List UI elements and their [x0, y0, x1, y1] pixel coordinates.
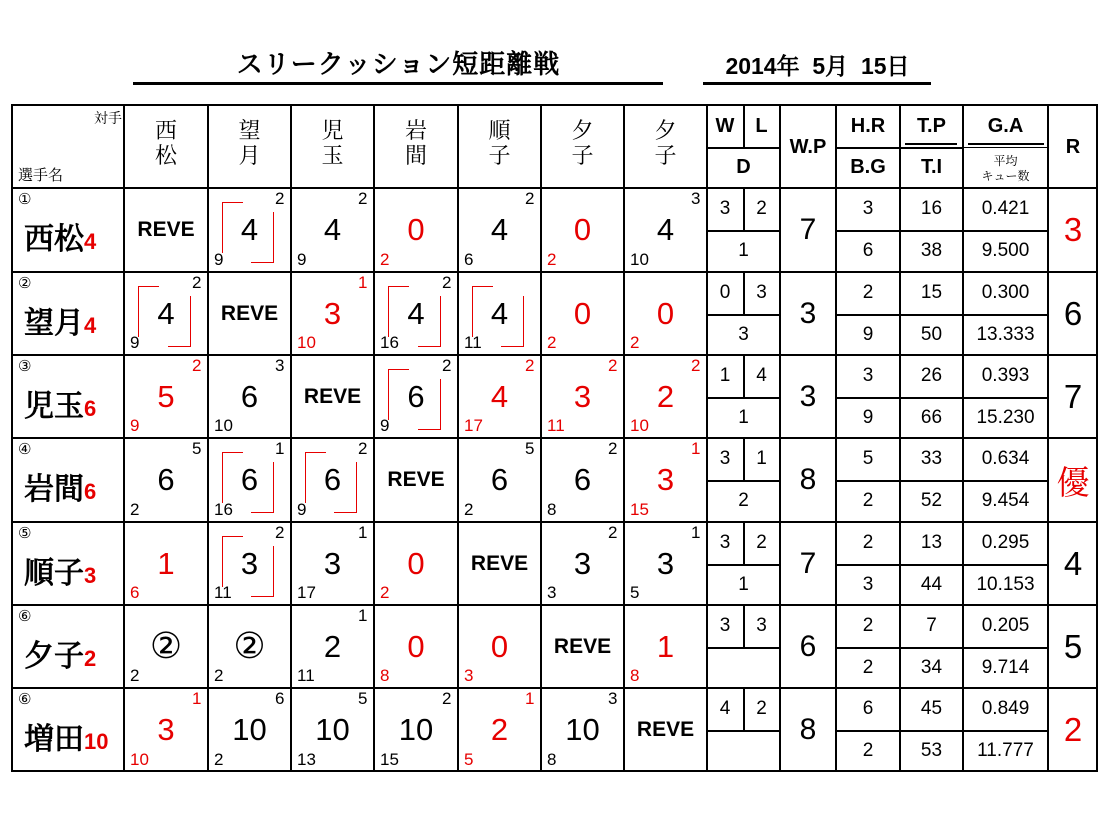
header-split-ga: [963, 147, 1048, 148]
match-score: 0: [407, 212, 425, 247]
innings-count: 6: [275, 689, 285, 708]
innings-count: 1: [525, 689, 535, 708]
opponent-header-char: 子: [654, 143, 677, 168]
match-score: 3: [323, 296, 342, 331]
total-points-value: 7: [926, 615, 937, 636]
rank-value: 3: [1063, 211, 1083, 248]
match-score: 4: [323, 212, 342, 247]
innings-count: 2: [442, 356, 452, 375]
rank-value: 2: [1063, 711, 1083, 748]
opponent-header-char: 子: [571, 143, 594, 168]
match-score: 6: [157, 462, 175, 497]
total-points-value: 33: [920, 448, 943, 469]
best-game-value: 6: [862, 240, 874, 261]
high-run: 10: [630, 250, 649, 269]
opponent-header-char: 松: [154, 143, 177, 168]
innings-count: 1: [358, 606, 368, 625]
match-score: 6: [573, 462, 592, 497]
match-score: 0: [573, 296, 592, 331]
player-number: ⑤: [18, 525, 32, 542]
innings-count: 5: [192, 439, 202, 458]
high-run: 9: [130, 333, 140, 352]
player-number: ③: [18, 358, 32, 375]
draws-value: 3: [738, 323, 749, 345]
high-run: 8: [547, 500, 557, 519]
opponent-header-char: 順: [488, 118, 511, 143]
high-run: 6: [464, 250, 474, 269]
match-score: 0: [490, 629, 509, 664]
general-average-value: 0.849: [981, 698, 1030, 719]
average-innings-value: 11.777: [977, 740, 1034, 761]
player-number: ⑥: [18, 608, 32, 625]
win-points-value: 7: [799, 546, 817, 580]
total-innings-value: 50: [920, 323, 943, 345]
high-run: 2: [630, 333, 640, 352]
losses-value: 4: [756, 365, 767, 386]
innings-count: 2: [525, 356, 535, 375]
losses-value: 3: [756, 282, 767, 303]
match-score: ②: [233, 625, 266, 666]
player-number: ②: [18, 275, 32, 292]
high-run: 10: [214, 416, 233, 435]
total-innings-value: 44: [920, 573, 943, 595]
wins-value: 4: [719, 698, 731, 719]
player-name: 夕子: [24, 640, 84, 673]
innings-count: 2: [691, 356, 701, 375]
high-run: 17: [297, 583, 316, 602]
player-handicap: 3: [84, 563, 97, 588]
opponent-header: [124, 118, 208, 178]
innings-count: 1: [358, 273, 368, 292]
player-handicap: 2: [84, 646, 97, 671]
win-points-value: 8: [799, 713, 817, 746]
losses-value: 1: [756, 448, 767, 469]
high-run-value: 2: [862, 282, 874, 303]
opponent-header-char: 間: [404, 143, 427, 168]
draws-value: 1: [738, 573, 749, 595]
high-run: 9: [130, 416, 140, 435]
wins-value: 0: [719, 282, 731, 303]
reve-cell: REVE: [636, 718, 695, 741]
match-score: 6: [323, 462, 342, 497]
match-score: 1: [656, 629, 675, 664]
match-score: 10: [232, 712, 267, 747]
opponent-header: [541, 118, 624, 178]
high-run: 8: [630, 666, 640, 685]
innings-count: 1: [358, 523, 368, 542]
header-tp: T.P: [917, 115, 946, 137]
high-run: 15: [380, 750, 399, 769]
match-score: 2: [490, 712, 509, 747]
high-run: 17: [464, 416, 483, 435]
match-score: 10: [398, 712, 434, 747]
match-score: 3: [656, 462, 675, 497]
player-name: 望月: [24, 307, 84, 340]
player-name: 児玉: [24, 390, 84, 423]
high-run: 3: [547, 583, 557, 602]
innings-count: 2: [192, 356, 202, 375]
draws-value: 2: [738, 490, 749, 511]
innings-count: 2: [275, 189, 285, 208]
total-points-value: 15: [920, 282, 943, 303]
high-run: 2: [380, 583, 390, 602]
total-innings-value: 38: [920, 240, 943, 261]
header-ga: G.A: [987, 115, 1024, 137]
opponent-header-char: 岩: [404, 118, 427, 143]
player-number: ①: [18, 191, 32, 208]
innings-count: 1: [691, 439, 701, 458]
high-run: 10: [630, 416, 649, 435]
player-number: ⑥: [18, 691, 32, 708]
high-run: 11: [214, 583, 232, 602]
rank-value: 優: [1056, 463, 1090, 501]
column-divider: [290, 106, 292, 770]
general-average-value: 0.634: [981, 448, 1030, 469]
header-hr: H.R: [850, 115, 886, 137]
match-score: 2: [656, 379, 675, 414]
opponent-header: [374, 118, 458, 178]
header-underline: [968, 143, 1044, 145]
best-game-value: 9: [862, 406, 874, 428]
losses-value: 2: [756, 532, 767, 553]
high-run: 5: [630, 583, 640, 602]
header-underline: [905, 143, 957, 145]
total-innings-value: 66: [920, 406, 943, 428]
high-run: 2: [547, 250, 557, 269]
draws-value: 1: [738, 240, 749, 261]
high-run: 2: [130, 500, 140, 519]
player-name-cell: [24, 631, 124, 671]
average-innings-value: 9.454: [981, 490, 1030, 511]
general-average-value: 0.300: [981, 282, 1030, 303]
match-score: 4: [490, 379, 509, 414]
rank-value: 4: [1063, 544, 1083, 582]
date-label: 2014年 5月 15日: [725, 53, 910, 79]
wins-value: 3: [719, 198, 731, 219]
player-handicap: 6: [84, 479, 97, 504]
best-game-value: 9: [862, 323, 874, 345]
high-run: 9: [297, 250, 307, 269]
innings-count: 3: [275, 356, 285, 375]
header-ti: T.I: [920, 156, 943, 178]
innings-count: 2: [275, 523, 285, 542]
innings-count: 1: [691, 523, 701, 542]
match-score: 3: [573, 379, 592, 414]
innings-count: 5: [358, 689, 368, 708]
general-average-value: 0.421: [981, 198, 1030, 219]
player-number: ④: [18, 441, 32, 458]
general-average-value: 0.295: [981, 532, 1030, 553]
high-run: 2: [214, 750, 224, 769]
title-underline: [133, 82, 663, 85]
high-run: 8: [380, 666, 390, 685]
high-run: 10: [297, 333, 316, 352]
header-avg-label: 平均: [993, 154, 1018, 168]
page-title: スリークッション短距離戦: [236, 49, 561, 79]
opponent-header: [208, 118, 291, 178]
match-score: 3: [240, 546, 259, 581]
draws-value: 1: [738, 406, 749, 428]
innings-count: 3: [608, 689, 618, 708]
total-points-value: 16: [920, 198, 943, 219]
average-innings-value: 15.230: [976, 406, 1035, 428]
reve-cell: REVE: [303, 384, 362, 408]
player-handicap: 4: [84, 313, 97, 338]
total-innings-value: 53: [920, 740, 943, 761]
high-run: 3: [464, 666, 474, 685]
match-score: 1: [157, 546, 175, 581]
rank-value: 7: [1063, 377, 1083, 415]
innings-count: 1: [275, 439, 285, 458]
match-score: ②: [149, 625, 183, 666]
match-score: 3: [656, 546, 675, 581]
innings-count: 2: [525, 189, 535, 208]
header-wp: W.P: [789, 135, 827, 158]
high-run: 9: [297, 500, 307, 519]
high-run: 6: [130, 583, 140, 602]
player-name: 増田: [24, 723, 84, 756]
win-points-value: 7: [799, 213, 817, 246]
innings-count: 2: [358, 439, 368, 458]
high-run: 2: [130, 666, 140, 685]
opponent-header-char: 望: [238, 118, 261, 143]
match-score: 10: [315, 712, 350, 747]
match-score: 6: [240, 462, 259, 497]
innings-count: 2: [358, 189, 368, 208]
header-rank: R: [1065, 135, 1081, 158]
reve-cell: REVE: [220, 301, 279, 325]
match-score: 0: [407, 629, 425, 664]
reve-cell: REVE: [553, 634, 612, 658]
header-avg-sub-label: キュー数: [981, 169, 1030, 183]
match-score: 0: [573, 212, 592, 247]
best-game-value: 2: [862, 656, 874, 678]
match-score: 3: [573, 546, 592, 581]
high-run: 15: [630, 500, 649, 519]
player-name-cell: [24, 381, 124, 421]
reve-cell: REVE: [387, 468, 445, 491]
wins-value: 3: [719, 448, 731, 469]
opponent-header-char: 夕: [654, 118, 677, 143]
innings-count: 5: [525, 439, 535, 458]
high-run: 16: [214, 500, 233, 519]
match-score: 6: [240, 379, 259, 414]
total-innings-value: 34: [920, 656, 943, 678]
average-innings-value: 13.333: [976, 323, 1035, 345]
wins-value: 3: [719, 615, 731, 636]
header-w: W: [715, 115, 735, 137]
innings-count: 1: [192, 689, 202, 708]
losses-value: 2: [756, 198, 767, 219]
player-handicap: 4: [84, 229, 97, 254]
match-score: 6: [407, 379, 425, 414]
general-average-value: 0.205: [981, 615, 1030, 636]
reve-cell: REVE: [470, 551, 529, 575]
high-run: 11: [297, 666, 315, 685]
innings-count: 3: [691, 189, 701, 208]
draws-value: [707, 730, 780, 772]
total-points-value: 45: [920, 698, 943, 719]
results-table: [11, 104, 1098, 772]
opponent-header-char: 子: [488, 143, 511, 168]
high-run-value: 5: [862, 448, 874, 469]
high-run: 9: [214, 250, 224, 269]
match-score: 2: [323, 629, 342, 664]
innings-count: 2: [608, 356, 618, 375]
high-run: 8: [547, 750, 557, 769]
losses-value: 3: [756, 615, 767, 636]
losses-value: 2: [756, 698, 767, 719]
opponent-header: [291, 118, 374, 178]
match-score: 4: [407, 296, 425, 331]
high-run-value: 3: [862, 198, 874, 219]
header-l: L: [755, 115, 768, 137]
match-score: 5: [157, 379, 175, 414]
match-score: 3: [157, 712, 175, 747]
header-d: D: [736, 156, 751, 178]
high-run: 5: [464, 750, 474, 769]
high-run-value: 3: [862, 365, 874, 386]
rank-value: 5: [1063, 627, 1083, 665]
match-score: 4: [490, 212, 509, 247]
innings-count: 2: [608, 439, 618, 458]
innings-count: 2: [192, 273, 202, 292]
innings-count: 2: [442, 273, 452, 292]
win-points-value: 3: [799, 379, 817, 413]
high-run: 2: [380, 250, 390, 269]
high-run: 9: [380, 416, 390, 435]
best-game-value: 2: [862, 490, 874, 511]
average-innings-value: 9.500: [981, 240, 1030, 261]
average-innings-value: 9.714: [981, 656, 1030, 678]
win-points-value: 6: [799, 629, 817, 663]
total-innings-value: 52: [920, 490, 943, 511]
win-points-value: 3: [799, 296, 817, 330]
match-score: 6: [490, 462, 509, 497]
match-score: 4: [157, 296, 175, 331]
reve-cell: REVE: [137, 218, 195, 241]
match-score: 4: [656, 212, 675, 247]
player-label: 選手名: [18, 167, 64, 184]
player-handicap: 10: [84, 729, 109, 754]
high-run: 13: [297, 750, 316, 769]
total-points-value: 26: [920, 365, 943, 386]
player-name-cell: [24, 214, 124, 254]
header-bg: B.G: [850, 156, 886, 178]
high-run-value: 2: [862, 532, 874, 553]
total-points-value: 13: [920, 532, 943, 553]
high-run: 2: [214, 666, 224, 685]
high-run: 2: [547, 333, 557, 352]
match-score: 0: [407, 546, 425, 581]
opponent-header-char: 玉: [321, 143, 344, 168]
best-game-value: 3: [862, 573, 874, 595]
best-game-value: 2: [862, 740, 874, 761]
opponent-label: 対手: [94, 110, 122, 126]
opponent-header: [624, 118, 707, 178]
player-name-cell: [24, 298, 124, 338]
innings-count: 2: [442, 689, 452, 708]
player-name: 順子: [24, 557, 84, 590]
win-points-value: 8: [799, 463, 817, 496]
opponent-header: [458, 118, 541, 178]
wins-value: 3: [719, 532, 731, 553]
general-average-value: 0.393: [981, 365, 1030, 386]
draws-value: [707, 647, 780, 688]
opponent-header-char: 夕: [571, 118, 594, 143]
high-run: 11: [547, 416, 565, 435]
innings-count: 2: [608, 523, 618, 542]
high-run: 10: [130, 750, 149, 769]
match-score: 0: [656, 296, 675, 331]
high-run: 11: [464, 333, 482, 352]
high-run-value: 2: [862, 615, 874, 636]
average-innings-value: 10.153: [976, 573, 1035, 595]
player-name: 岩間: [24, 473, 84, 506]
high-run-value: 6: [862, 698, 874, 719]
date-underline: [703, 82, 931, 85]
wins-value: 1: [719, 365, 731, 386]
opponent-header-char: 月: [238, 143, 261, 168]
player-handicap: 6: [84, 396, 97, 421]
player-name-cell: [24, 548, 124, 588]
match-score: 10: [565, 712, 600, 747]
player-name-cell: [24, 714, 124, 754]
match-score: 3: [323, 546, 342, 581]
match-score: 4: [490, 296, 509, 331]
high-run: 2: [464, 500, 474, 519]
high-run: 16: [380, 333, 399, 352]
opponent-header-char: 西: [154, 118, 177, 143]
player-name-cell: [24, 464, 124, 504]
player-name: 西松: [24, 223, 84, 256]
rank-value: 6: [1063, 294, 1083, 332]
opponent-header-char: 児: [321, 118, 344, 143]
match-score: 4: [240, 212, 259, 247]
